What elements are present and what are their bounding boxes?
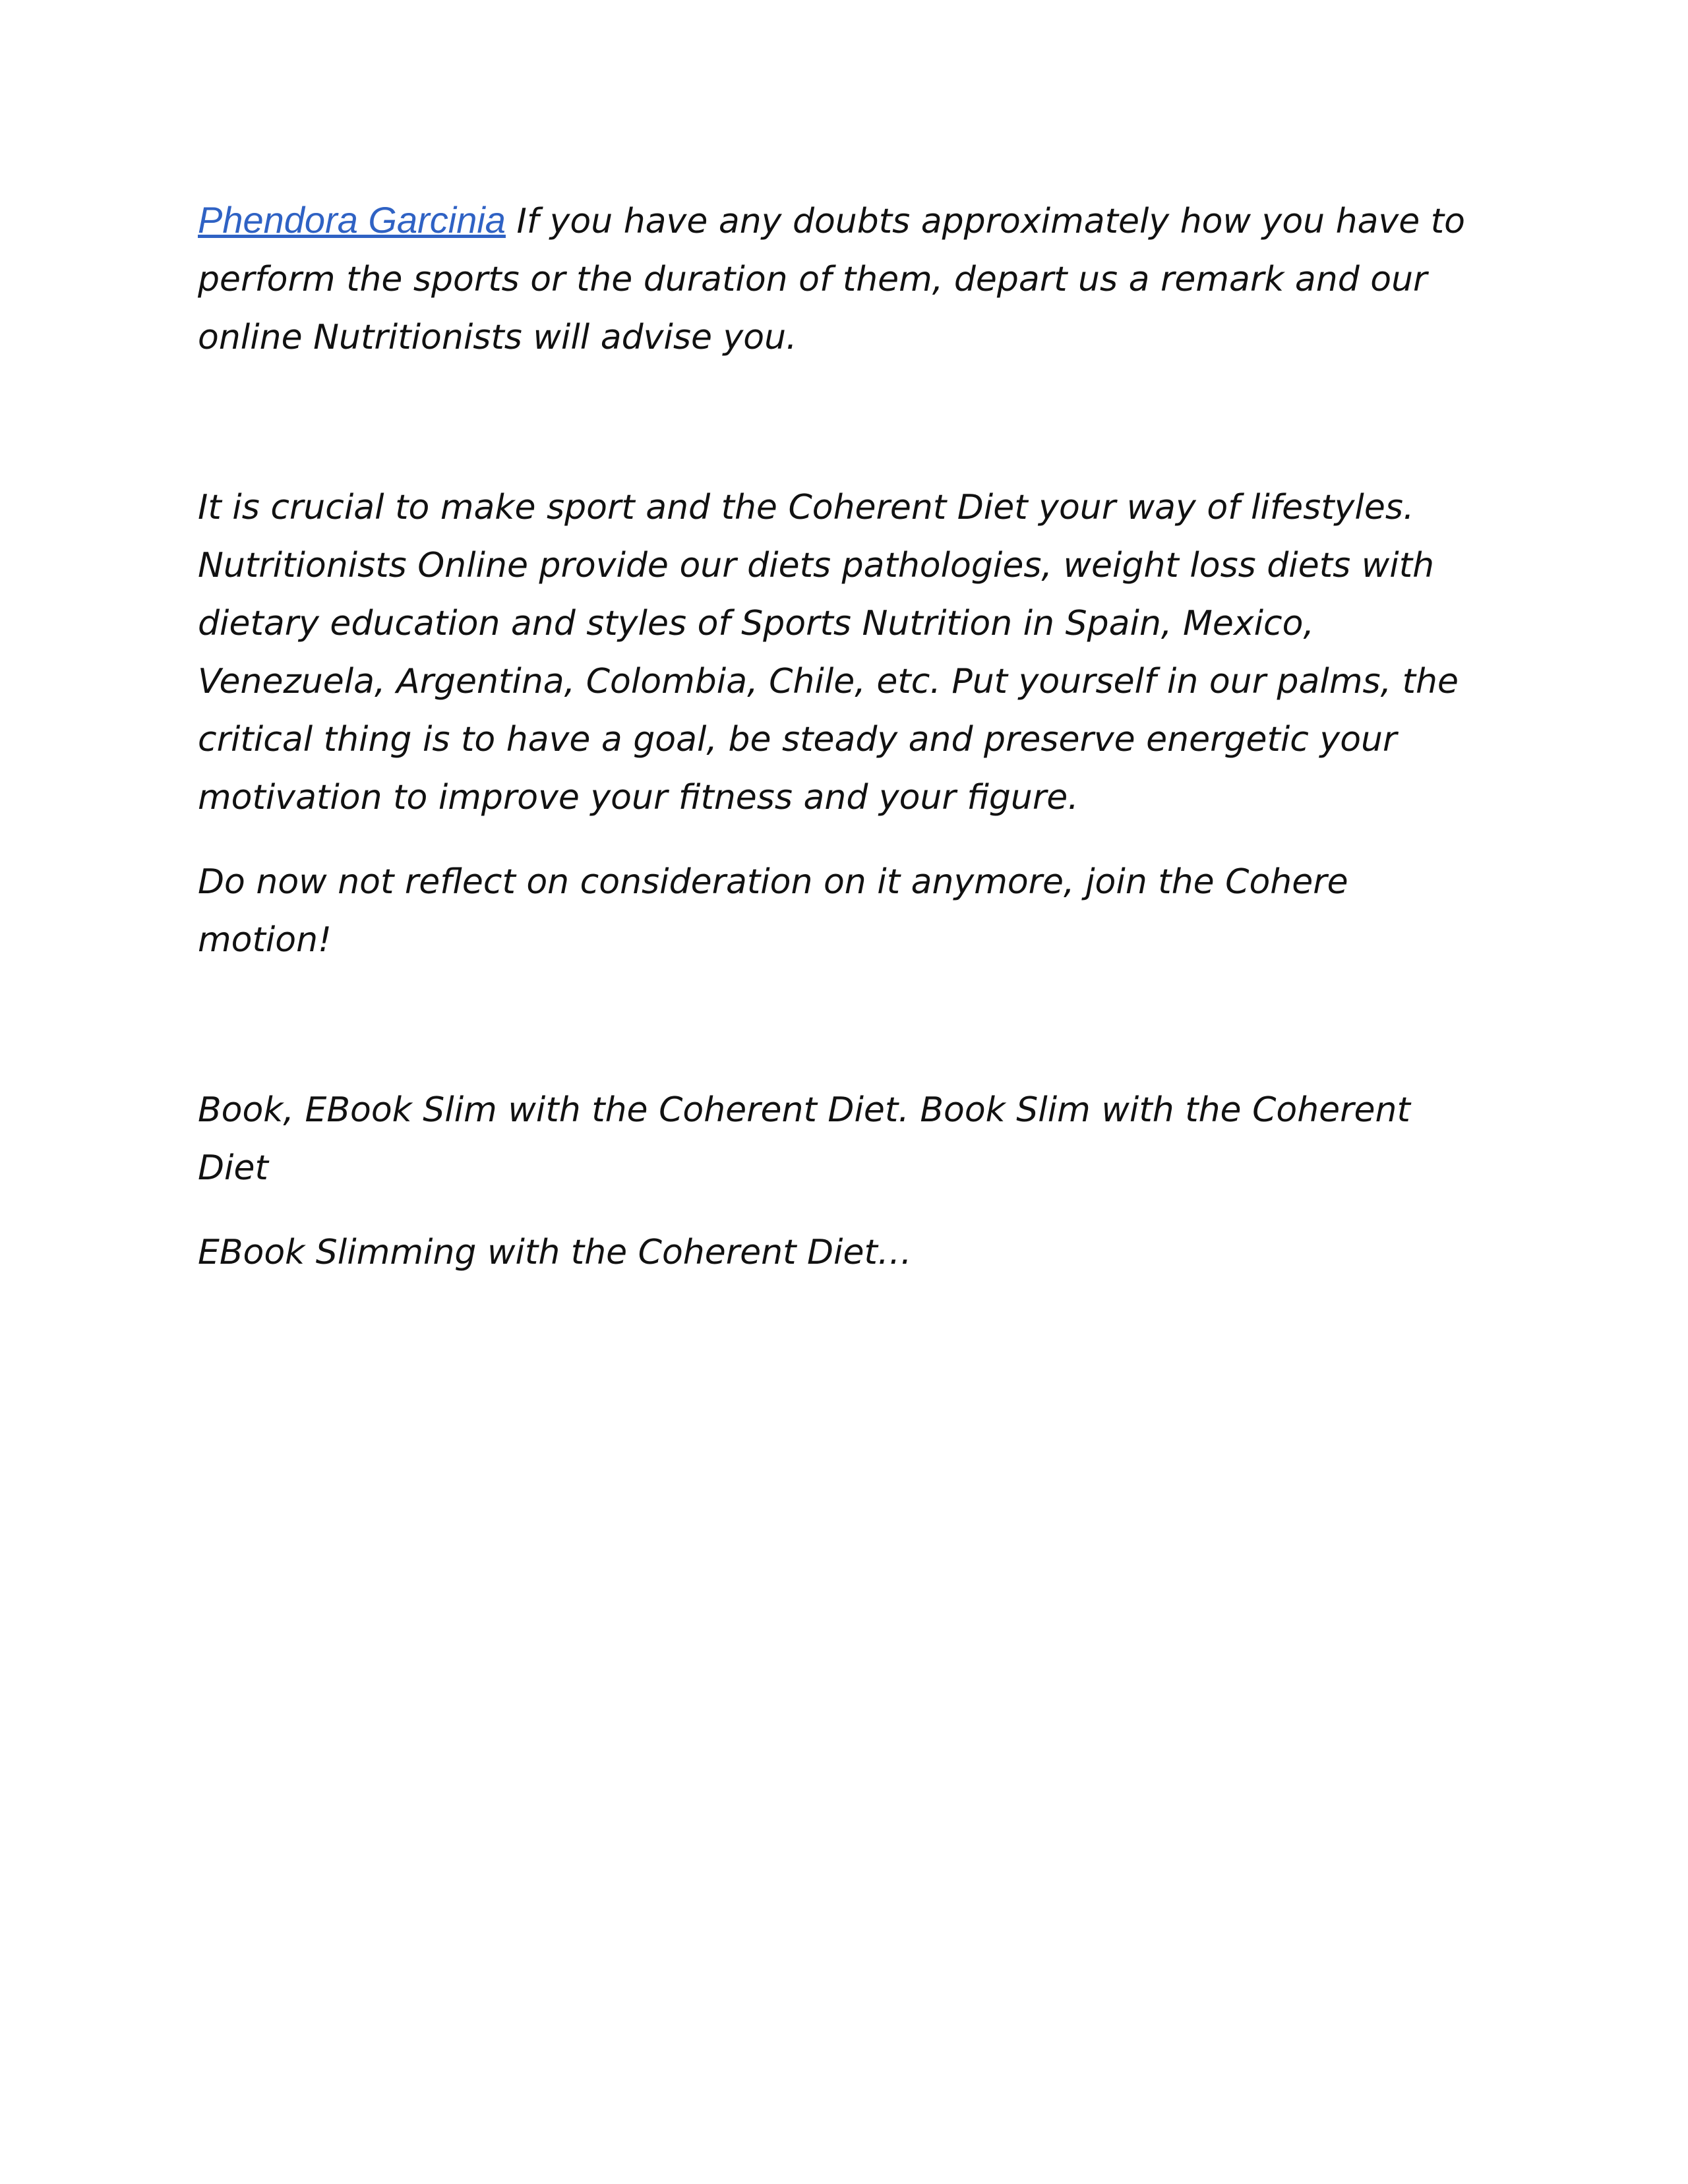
phendora-garcinia-link[interactable]: Phendora Garcinia (198, 199, 506, 241)
spacer (198, 367, 1490, 479)
paragraph-intro (198, 191, 1490, 367)
paragraph-join: Do now not reflect on consideration on it anymore, join the Cohere motion! (198, 862, 1348, 960)
paragraph-intro-text: If you have any doubts approximately how you have to perform the sports or the duration of them, depart us a remark and our online Nutritionists will advise you. (198, 202, 1465, 357)
paragraph-book: Book, EBook Slim with the Coherent Diet. Book Slim with the Coherent Diet (198, 1090, 1410, 1188)
spacer (198, 1197, 1490, 1224)
paragraph-ebook: EBook Slimming with the Coherent Diet… (198, 1233, 912, 1272)
document-body (198, 191, 1490, 1282)
spacer (198, 969, 1490, 1081)
paragraph-lifestyle: It is crucial to make sport and the Coherent Diet your way of lifestyles. Nutritionists Online provide our diets pathologies, weight loss diets with dietary education and styles of Sports Nutrition in Spain, Mexico, Venezuela, Argentina, Colombia, Chile, etc. Put yourself in our palms, the critical thing is to have a goal, be steady and preserve energetic your motivation to improve your fitness and your figure. (198, 488, 1459, 817)
spacer (198, 827, 1490, 853)
